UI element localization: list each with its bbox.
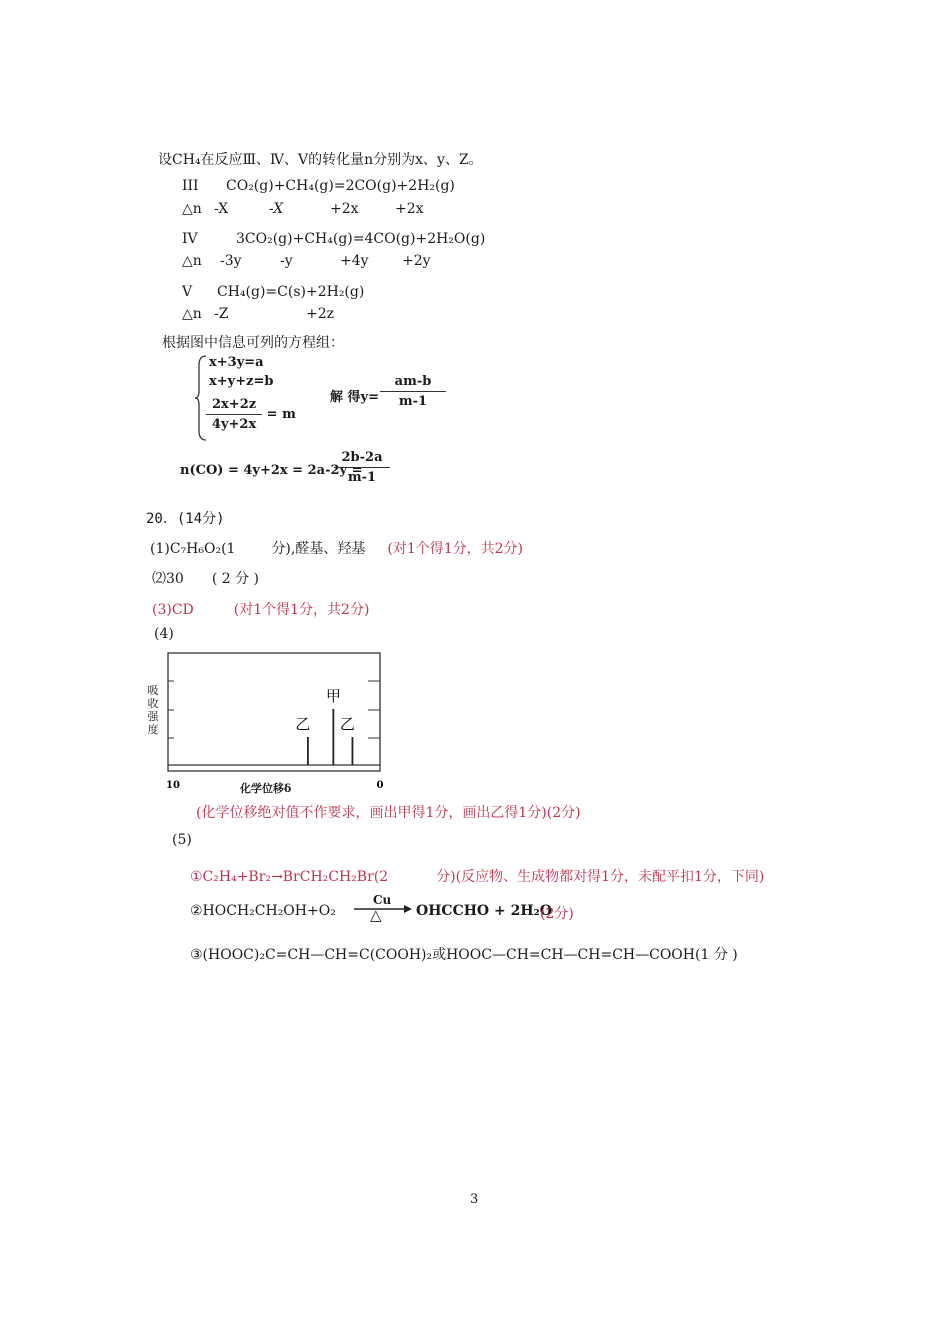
chart-xtick-label: 10	[166, 780, 180, 791]
reaction-iii-term: -X	[269, 201, 284, 217]
intro-text: 设CH₄在反应Ⅲ、Ⅳ、Ⅴ的转化量n分别为x、y、Z。	[158, 152, 483, 168]
reaction-iv-term: -3y	[220, 253, 242, 269]
reaction-v-equation: CH₄(g)=C(s)+2H₂(g)	[217, 284, 365, 300]
nco-denominator: m-1	[347, 470, 377, 485]
chart-xtick-label: 0	[376, 780, 384, 791]
catalyst-label: Cu	[373, 893, 392, 907]
nmr-peak-label: 乙	[295, 715, 311, 733]
q20-part5-label: (5)	[172, 832, 192, 848]
q20-part1-note: (对1个得1分，共2分)	[387, 541, 524, 557]
system-eq1: x+3y=a	[209, 355, 264, 370]
nmr-chart	[160, 648, 400, 794]
q20-title: 20．(14分)	[146, 511, 225, 527]
reaction-iii-label: III	[182, 178, 199, 194]
solve-label: 解 得y=	[330, 390, 379, 405]
reaction-iv-equation: 3CO₂(g)+CH₄(g)=4CO(g)+2H₂O(g)	[236, 231, 486, 247]
reaction-iv-term: +4y	[340, 253, 369, 269]
reaction-iii-dn: △n	[182, 201, 202, 217]
nmr-peak-label: 乙	[339, 715, 355, 733]
q20-part2	[152, 568, 259, 588]
reaction-iv-label: IV	[182, 231, 198, 247]
heat-condition: △	[370, 906, 382, 924]
system-eq2: x+y+z=b	[209, 374, 274, 389]
q20-part4-note: (化学位移绝对值不作要求，画出甲得1分，画出乙得1分)(2分)	[196, 805, 581, 821]
q20-part3	[152, 599, 369, 619]
chart-frame	[168, 653, 380, 771]
system-eq3	[206, 397, 296, 432]
q20-part5-2-score: (2分)	[540, 906, 574, 922]
solve-numerator: am-b	[380, 374, 446, 392]
system-eq3-rhs: = m	[266, 407, 296, 422]
reaction-iv-term: -y	[280, 253, 293, 269]
reaction-iv-dn: △n	[182, 253, 202, 269]
system-intro: 根据图中信息可列的方程组：	[162, 335, 344, 351]
reaction-v-dn: △n	[182, 306, 202, 322]
reaction-iii-term: +2x	[330, 201, 359, 217]
nco-fraction	[334, 450, 390, 485]
q20-part2-main: ⑵30	[152, 571, 184, 587]
q20-part5-2-rhs: OHCCHO + 2H₂O	[416, 903, 552, 919]
q20-part3-main: (3)CD	[152, 602, 194, 618]
nmr-peak-label: 甲	[325, 687, 341, 705]
reaction-iii-term: -X	[214, 201, 229, 217]
q20-part1-main: (1)C₇H₆O₂(1	[150, 541, 236, 557]
q20-part5-3: ③(HOOC)₂C=CH—CH=C(COOH)₂或HOOC—CH=CH—CH=CH—COOH(1 分 )	[190, 947, 738, 963]
system-eq3-denominator: 4y+2x	[211, 417, 257, 432]
system-eq3-numerator: 2x+2z	[206, 397, 262, 415]
reaction-v-term: +2z	[306, 306, 335, 322]
q20-part5-1-rest: 分)(反应物、生成物都对得1分，未配平扣1分，下同)	[436, 869, 765, 885]
reaction-iii-equation: CO₂(g)+CH₄(g)=2CO(g)+2H₂(g)	[226, 178, 455, 194]
reaction-iv-term: +2y	[402, 253, 431, 269]
q20-part3-note: (对1个得1分，共2分)	[233, 602, 370, 618]
q20-part4-label: (4)	[154, 626, 174, 642]
q20-part5-1	[190, 866, 764, 886]
reaction-arrow-icon	[352, 904, 414, 930]
q20-part1	[150, 538, 523, 558]
nco-numerator: 2b-2a	[334, 450, 390, 468]
chart-xlabel: 化学位移δ	[240, 782, 292, 795]
chart-ylabel: 吸收强度	[147, 684, 159, 736]
nco-lhs: n(CO) = 4y+2x = 2a-2y =	[180, 463, 363, 478]
q20-part5-2-lhs: ②HOCH₂CH₂OH+O₂	[190, 903, 336, 919]
page-number: 3	[470, 1192, 479, 1207]
q20-part5-1-main: ①C₂H₄+Br₂→BrCH₂CH₂Br(2	[190, 869, 389, 885]
reaction-v-label: V	[182, 284, 193, 300]
reaction-iii-term: +2x	[395, 201, 424, 217]
q20-part1-rest: 分),醛基、羟基	[271, 541, 366, 557]
solve-denominator: m-1	[398, 394, 428, 409]
q20-part2-score: ( 2 分 )	[211, 571, 260, 587]
reaction-v-term: -Z	[214, 306, 229, 322]
solve-fraction	[380, 374, 446, 409]
